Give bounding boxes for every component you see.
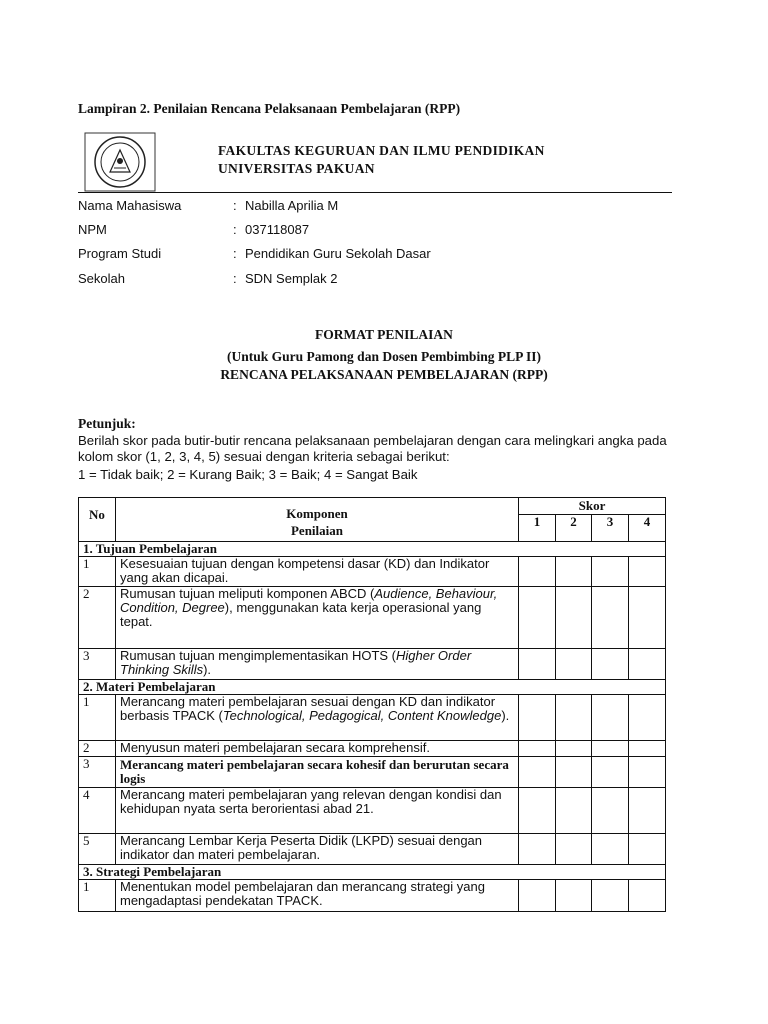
row-component: Merancang Lembar Kerja Peserta Didik (LKPD) sesuai dengan indikator dan materi pembelajaran. xyxy=(116,834,519,865)
row-component: Menentukan model pembelajaran dan merancang strategi yang mengadaptasi pendekatan TPACK. xyxy=(116,880,519,912)
score-cell[interactable] xyxy=(592,880,629,912)
score-cell[interactable] xyxy=(629,557,666,587)
row-number: 1 xyxy=(79,695,116,741)
score-cell[interactable] xyxy=(592,757,629,788)
table-row xyxy=(79,788,666,834)
score-cell[interactable] xyxy=(592,834,629,865)
score-cell[interactable] xyxy=(556,557,592,587)
info-label: Nama Mahasiswa xyxy=(78,198,182,213)
info-label: Sekolah xyxy=(78,271,125,286)
row-text: Rumusan tujuan mengimplementasikan HOTS ( xyxy=(120,648,397,663)
info-row-prodi xyxy=(78,246,668,268)
info-value: Pendidikan Guru Sekolah Dasar xyxy=(245,246,431,261)
info-colon: : xyxy=(233,271,237,286)
score-cell[interactable] xyxy=(629,741,666,757)
table-row xyxy=(79,880,666,912)
info-value: 037118087 xyxy=(245,222,310,237)
row-component xyxy=(116,649,519,680)
score-cell[interactable] xyxy=(519,741,556,757)
score-cell[interactable] xyxy=(592,695,629,741)
header-komponen-line2: Penilaian xyxy=(290,523,343,538)
row-text: kehidupan nyata serta berorientasi abad 21. xyxy=(120,801,374,816)
row-component xyxy=(116,587,519,649)
header-skor: Skor xyxy=(519,498,666,515)
table-row xyxy=(79,741,666,757)
row-text-italic: Audience, Behaviour, Condition, Degree xyxy=(120,586,498,615)
section-title: 3. Strategi Pembelajaran xyxy=(79,865,666,880)
info-colon: : xyxy=(233,222,237,237)
score-cell[interactable] xyxy=(629,834,666,865)
score-col-4: 4 xyxy=(629,515,666,542)
score-cell[interactable] xyxy=(519,649,556,680)
row-number: 3 xyxy=(79,649,116,680)
university-name: UNIVERSITAS PAKUAN xyxy=(218,161,375,176)
row-text: Merancang materi pembelajaran yang relevan dengan kondisi dan xyxy=(120,787,502,802)
row-component: Merancang materi pembelajaran secara kohesif dan berurutan secara logis xyxy=(116,757,519,788)
score-cell[interactable] xyxy=(629,788,666,834)
info-colon: : xyxy=(233,198,237,213)
appendix-title: Lampiran 2. Penilaian Rencana Pelaksanaan Pembelajaran (RPP) xyxy=(78,101,461,116)
assessment-table xyxy=(78,497,666,912)
info-row-sekolah xyxy=(78,271,668,293)
format-subtitle: (Untuk Guru Pamong dan Dosen Pembimbing PLP II) xyxy=(227,349,541,364)
row-text-italic: Technological, Pedagogical, Content Knowledge xyxy=(222,708,502,723)
format-title: FORMAT PENILAIAN xyxy=(315,327,453,342)
score-cell[interactable] xyxy=(556,834,592,865)
format-subtitle-rpp: RENCANA PELAKSANAAN PEMBELAJARAN (RPP) xyxy=(220,367,548,382)
row-text: ). xyxy=(501,708,510,723)
row-number: 1 xyxy=(79,880,116,912)
row-component xyxy=(116,695,519,741)
info-value: SDN Semplak 2 xyxy=(245,271,338,286)
info-colon: : xyxy=(233,246,237,261)
score-cell[interactable] xyxy=(556,757,592,788)
score-cell[interactable] xyxy=(556,741,592,757)
table-row xyxy=(79,649,666,680)
section-title: 2. Materi Pembelajaran xyxy=(79,680,666,695)
row-component xyxy=(116,788,519,834)
score-cell[interactable] xyxy=(519,788,556,834)
score-cell[interactable] xyxy=(629,649,666,680)
row-number: 3 xyxy=(79,757,116,788)
table-row xyxy=(79,587,666,649)
header-divider xyxy=(78,192,672,193)
score-cell[interactable] xyxy=(592,557,629,587)
instructions-text: Berilah skor pada butir-butir rencana pelaksanaan pembelajaran dengan cara melingkari angka pada kolom skor (1, 2, 3, 4, 5) sesuai dengan kriteria sebagai berikut: xyxy=(78,433,667,464)
score-cell[interactable] xyxy=(629,695,666,741)
table-row xyxy=(79,757,666,788)
score-cell[interactable] xyxy=(556,880,592,912)
score-cell[interactable] xyxy=(556,788,592,834)
info-row-npm xyxy=(78,222,668,244)
score-cell[interactable] xyxy=(629,880,666,912)
score-cell[interactable] xyxy=(519,695,556,741)
table-row xyxy=(79,557,666,587)
score-cell[interactable] xyxy=(629,587,666,649)
score-cell[interactable] xyxy=(519,757,556,788)
row-text: ). xyxy=(203,662,212,677)
score-col-2: 2 xyxy=(556,515,592,542)
score-col-1: 1 xyxy=(519,515,556,542)
row-text: ), menggunakan kata kerja operasional yang xyxy=(224,600,482,615)
faculty-name: FAKULTAS KEGURUAN DAN ILMU PENDIDIKAN xyxy=(218,143,545,158)
section-title: 1. Tujuan Pembelajaran xyxy=(79,542,666,557)
row-component: Menyusun materi pembelajaran secara komprehensif. xyxy=(116,741,519,757)
instructions-title: Petunjuk: xyxy=(78,416,136,431)
university-logo xyxy=(84,132,156,192)
score-cell[interactable] xyxy=(592,741,629,757)
score-cell[interactable] xyxy=(592,587,629,649)
row-text: tepat. xyxy=(120,614,153,629)
row-number: 1 xyxy=(79,557,116,587)
score-cell[interactable] xyxy=(556,649,592,680)
row-component: Kesesuaian tujuan dengan kompetensi dasar (KD) dan Indikator yang akan dicapai. xyxy=(116,557,519,587)
row-number: 4 xyxy=(79,788,116,834)
info-label: Program Studi xyxy=(78,246,162,261)
header-no: No xyxy=(79,498,116,542)
score-cell[interactable] xyxy=(519,834,556,865)
row-text: Merancang materi pembelajaran sesuai dengan KD dan indikator berbasis TPACK ( xyxy=(120,694,496,723)
score-col-3: 3 xyxy=(592,515,629,542)
score-cell[interactable] xyxy=(629,757,666,788)
row-text-italic: Higher Order Thinking Skills xyxy=(120,648,472,677)
score-cell[interactable] xyxy=(592,788,629,834)
score-cell[interactable] xyxy=(592,649,629,680)
score-cell[interactable] xyxy=(519,880,556,912)
info-label: NPM xyxy=(78,222,107,237)
score-cell[interactable] xyxy=(519,557,556,587)
info-value: Nabilla Aprilia M xyxy=(245,198,339,213)
row-number: 5 xyxy=(79,834,116,865)
header-komponen-line1: Komponen xyxy=(286,506,348,521)
score-cell[interactable] xyxy=(556,587,592,649)
score-cell[interactable] xyxy=(519,587,556,649)
row-text: Rumusan tujuan meliputi komponen ABCD ( xyxy=(120,586,375,601)
header-komponen xyxy=(116,498,519,542)
score-scale: 1 = Tidak baik; 2 = Kurang Baik; 3 = Baik; 4 = Sangat Baik xyxy=(78,467,418,482)
row-number: 2 xyxy=(79,741,116,757)
score-cell[interactable] xyxy=(556,695,592,741)
row-number: 2 xyxy=(79,587,116,649)
info-row-nama xyxy=(78,198,668,220)
table-row xyxy=(79,834,666,865)
table-row xyxy=(79,695,666,741)
